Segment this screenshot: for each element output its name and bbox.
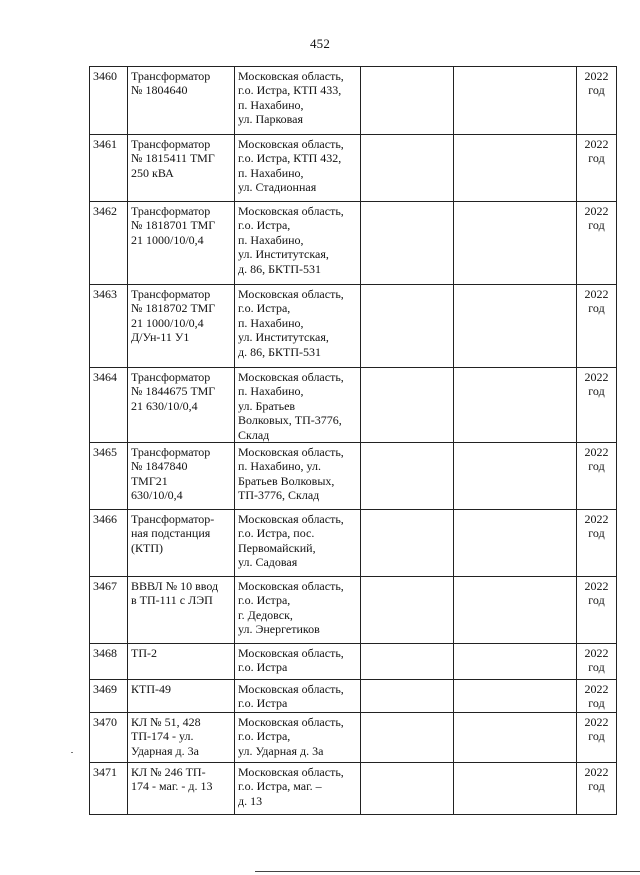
empty-cell	[454, 644, 577, 680]
item-address: Московская область, г.о. Истра, пос. Первомайский, ул. Садовая	[235, 510, 361, 577]
item-name: Трансформатор № 1815411 ТМГ 250 кВА	[128, 135, 235, 202]
item-name: КТП-49	[128, 680, 235, 713]
table-row	[90, 285, 617, 368]
empty-cell	[454, 680, 577, 713]
empty-cell	[454, 285, 577, 368]
empty-cell	[454, 135, 577, 202]
table-row	[90, 577, 617, 644]
empty-cell	[454, 713, 577, 763]
row-number: 3470	[90, 713, 128, 763]
table-row	[90, 202, 617, 285]
empty-cell	[361, 202, 454, 285]
table-row	[90, 644, 617, 680]
scan-speck	[71, 752, 73, 753]
empty-cell	[454, 67, 577, 135]
item-year: 2022 год	[577, 135, 617, 202]
item-address: Московская область, г.о. Истра, КТП 433, п. Нахабино, ул. Парковая	[235, 67, 361, 135]
table-row	[90, 713, 617, 763]
item-address: Московская область, г.о. Истра, КТП 432, п. Нахабино, ул. Стадионная	[235, 135, 361, 202]
empty-cell	[361, 763, 454, 815]
table-row	[90, 510, 617, 577]
row-number: 3460	[90, 67, 128, 135]
empty-cell	[361, 135, 454, 202]
item-address: Московская область, п. Нахабино, ул. Братьев Волковых, ТП-3776, Склад	[235, 443, 361, 510]
item-name: КЛ № 246 ТП- 174 - маг. - д. 13	[128, 763, 235, 815]
item-name: ВВВЛ № 10 ввод в ТП-111 с ЛЭП	[128, 577, 235, 644]
empty-cell	[454, 763, 577, 815]
item-name: ТП-2	[128, 644, 235, 680]
page-number: 452	[309, 36, 331, 51]
bottom-rule	[255, 871, 640, 872]
empty-cell	[361, 510, 454, 577]
item-year: 2022 год	[577, 443, 617, 510]
empty-cell	[361, 285, 454, 368]
table-row	[90, 763, 617, 815]
row-number: 3462	[90, 202, 128, 285]
row-number: 3464	[90, 368, 128, 443]
row-number: 3471	[90, 763, 128, 815]
item-year: 2022 год	[577, 680, 617, 713]
table-row	[90, 368, 617, 443]
item-name: Трансформатор- ная подстанция (КТП)	[128, 510, 235, 577]
item-address: Московская область, г.о. Истра, ул. Ударная д. 3а	[235, 713, 361, 763]
empty-cell	[454, 577, 577, 644]
row-number: 3467	[90, 577, 128, 644]
row-number: 3468	[90, 644, 128, 680]
item-year: 2022 год	[577, 202, 617, 285]
table-row	[90, 67, 617, 135]
empty-cell	[454, 368, 577, 443]
table-row	[90, 443, 617, 510]
item-address: Московская область, г.о. Истра, маг. – д. 13	[235, 763, 361, 815]
item-name: Трансформатор № 1818702 ТМГ 21 1000/10/0,4 Д/Ун-11 У1	[128, 285, 235, 368]
item-address: Московская область, п. Нахабино, ул. Братьев Волковых, ТП-3776, Склад	[235, 368, 361, 443]
empty-cell	[454, 202, 577, 285]
empty-cell	[361, 577, 454, 644]
item-name: Трансформатор № 1804640	[128, 67, 235, 135]
item-year: 2022 год	[577, 713, 617, 763]
item-year: 2022 год	[577, 763, 617, 815]
empty-cell	[361, 713, 454, 763]
empty-cell	[454, 443, 577, 510]
item-name: Трансформатор № 1847840 ТМГ21 630/10/0,4	[128, 443, 235, 510]
empty-cell	[361, 680, 454, 713]
row-number: 3465	[90, 443, 128, 510]
item-year: 2022 год	[577, 644, 617, 680]
item-address: Московская область, г.о. Истра	[235, 644, 361, 680]
empty-cell	[361, 67, 454, 135]
table-row	[90, 135, 617, 202]
row-number: 3463	[90, 285, 128, 368]
empty-cell	[361, 368, 454, 443]
item-year: 2022 год	[577, 368, 617, 443]
item-year: 2022 год	[577, 285, 617, 368]
row-number: 3461	[90, 135, 128, 202]
item-address: Московская область, г.о. Истра, п. Нахабино, ул. Институтская, д. 86, БКТП-531	[235, 285, 361, 368]
item-name: Трансформатор № 1818701 ТМГ 21 1000/10/0,4	[128, 202, 235, 285]
item-address: Московская область, г.о. Истра, г. Дедовск, ул. Энергетиков	[235, 577, 361, 644]
empty-cell	[454, 510, 577, 577]
row-number: 3469	[90, 680, 128, 713]
empty-cell	[361, 644, 454, 680]
item-year: 2022 год	[577, 67, 617, 135]
item-year: 2022 год	[577, 510, 617, 577]
item-address: Московская область, г.о. Истра, п. Нахабино, ул. Институтская, д. 86, БКТП-531	[235, 202, 361, 285]
table-row	[90, 680, 617, 713]
registry-table	[89, 66, 617, 815]
row-number: 3466	[90, 510, 128, 577]
item-name: Трансформатор № 1844675 ТМГ 21 630/10/0,4	[128, 368, 235, 443]
item-name: КЛ № 51, 428 ТП-174 - ул. Ударная д. 3а	[128, 713, 235, 763]
empty-cell	[361, 443, 454, 510]
item-year: 2022 год	[577, 577, 617, 644]
item-address: Московская область, г.о. Истра	[235, 680, 361, 713]
registry-table-body	[90, 67, 617, 815]
